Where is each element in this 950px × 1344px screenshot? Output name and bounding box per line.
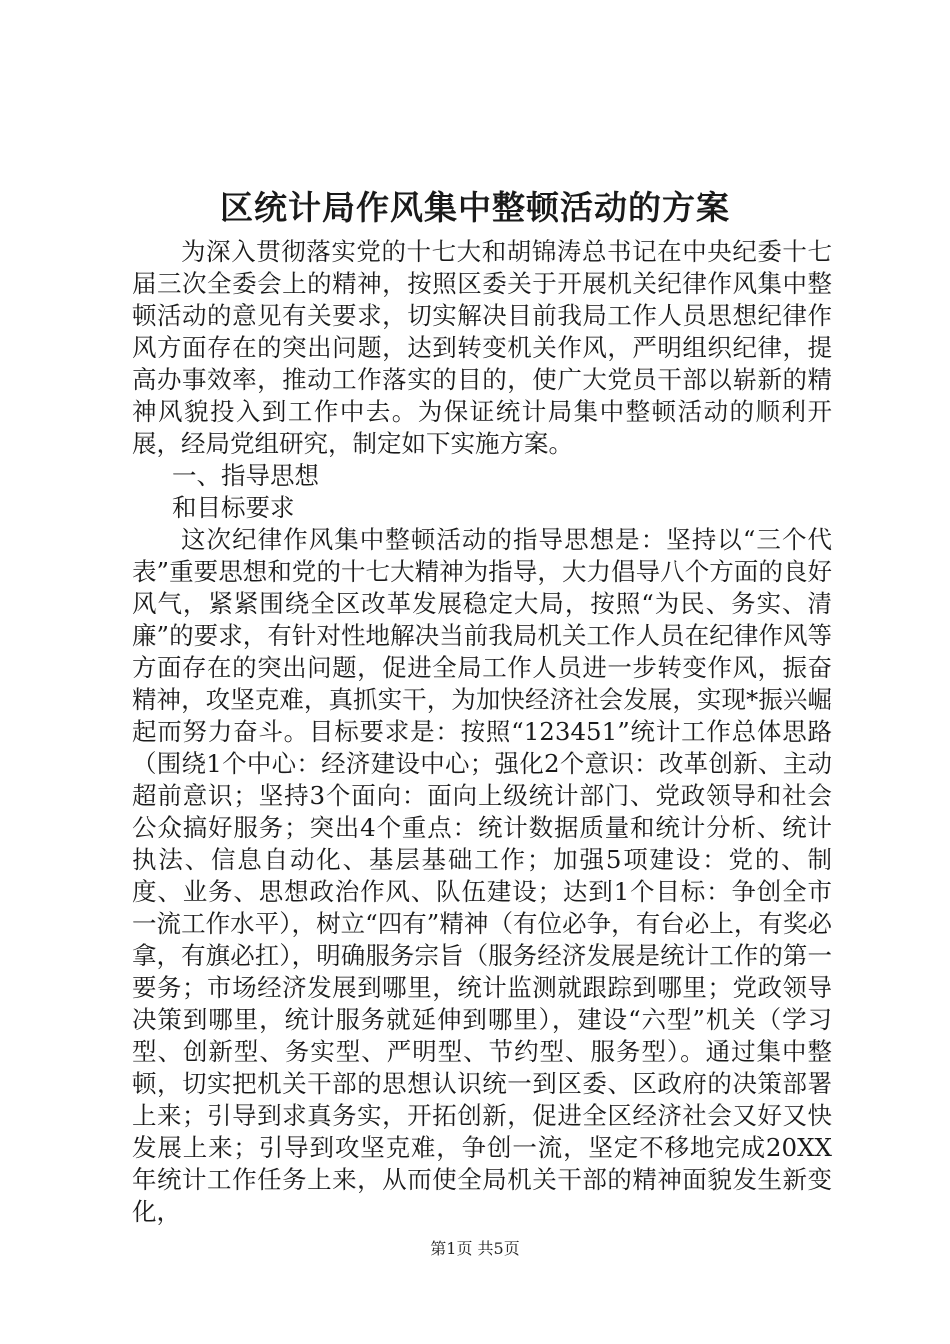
document-body xyxy=(132,236,832,1228)
page-number-footer: 第1页 共5页 xyxy=(430,1239,520,1258)
document-title: 区统计局作风集中整顿活动的方案 xyxy=(220,188,730,227)
section-heading-goals: 和目标要求 xyxy=(172,493,295,522)
intro-paragraph: 为深入贯彻落实党的十七大和胡锦涛总书记在中央纪委十七届三次全委会上的精神，按照区委关于开展机关纪律作风集中整顿活动的意见有关要求，切实解决目前我局工作人员思想纪律作风方面存在的突出问题，达到转变机关作风，严明组织纪律，提高办事效率，推动工作落实的目的，使广大党员干部以崭新的精神风貌投入到工作中去。为保证统计局集中整顿活动的顺利开展，经局党组研究，制定如下实施方案。 xyxy=(132,237,832,458)
section-heading-guiding-thought: 一、指导思想 xyxy=(172,461,319,490)
guiding-thought-paragraph: 这次纪律作风集中整顿活动的指导思想是：坚持以“三个代表”重要思想和党的十七大精神为指导，大力倡导八个方面的良好风气，紧紧围绕全区改革发展稳定大局，按照“为民、务实、清廉”的要求，有针对性地解决当前我局机关工作人员在纪律作风等方面存在的突出问题，促进全局工作人员进一步转变作风，振奋精神，攻坚克难，真抓实干，为加快经济社会发展，实现*振兴崛起而努力奋斗。目标要求是：按照“123451”统计工作总体思路（围绕1个中心：经济建设中心；强化2个意识：改革创新、主动超前意识；坚持3个面向：面向上级统计部门、党政领导和社会公众搞好服务；突出4个重点：统计数据质量和统计分析、统计执法、信息自动化、基层基础工作；加强5项建设：党的、制度、业务、思想政治作风、队伍建设；达到1个目标：争创全市一流工作水平），树立“四有”精神（有位必争，有台必上，有奖必拿，有旗必扛），明确服务宗旨（服务经济发展是统计工作的第一要务；市场经济发展到哪里，统计监测就跟踪到哪里；党政领导决策到哪里，统计服务就延伸到哪里），建设“六型”机关（学习型、创新型、务实型、严明型、节约型、服务型）。通过集中整顿，切实把机关干部的思想认识统一到区委、区政府的决策部署上来；引导到求真务实，开拓创新，促进全区经济社会又好又快发展上来；引导到攻坚克难，争创一流，坚定不移地完成20XX年统计工作任务上来，从而使全局机关干部的精神面貌发生新变化， xyxy=(132,525,832,1226)
